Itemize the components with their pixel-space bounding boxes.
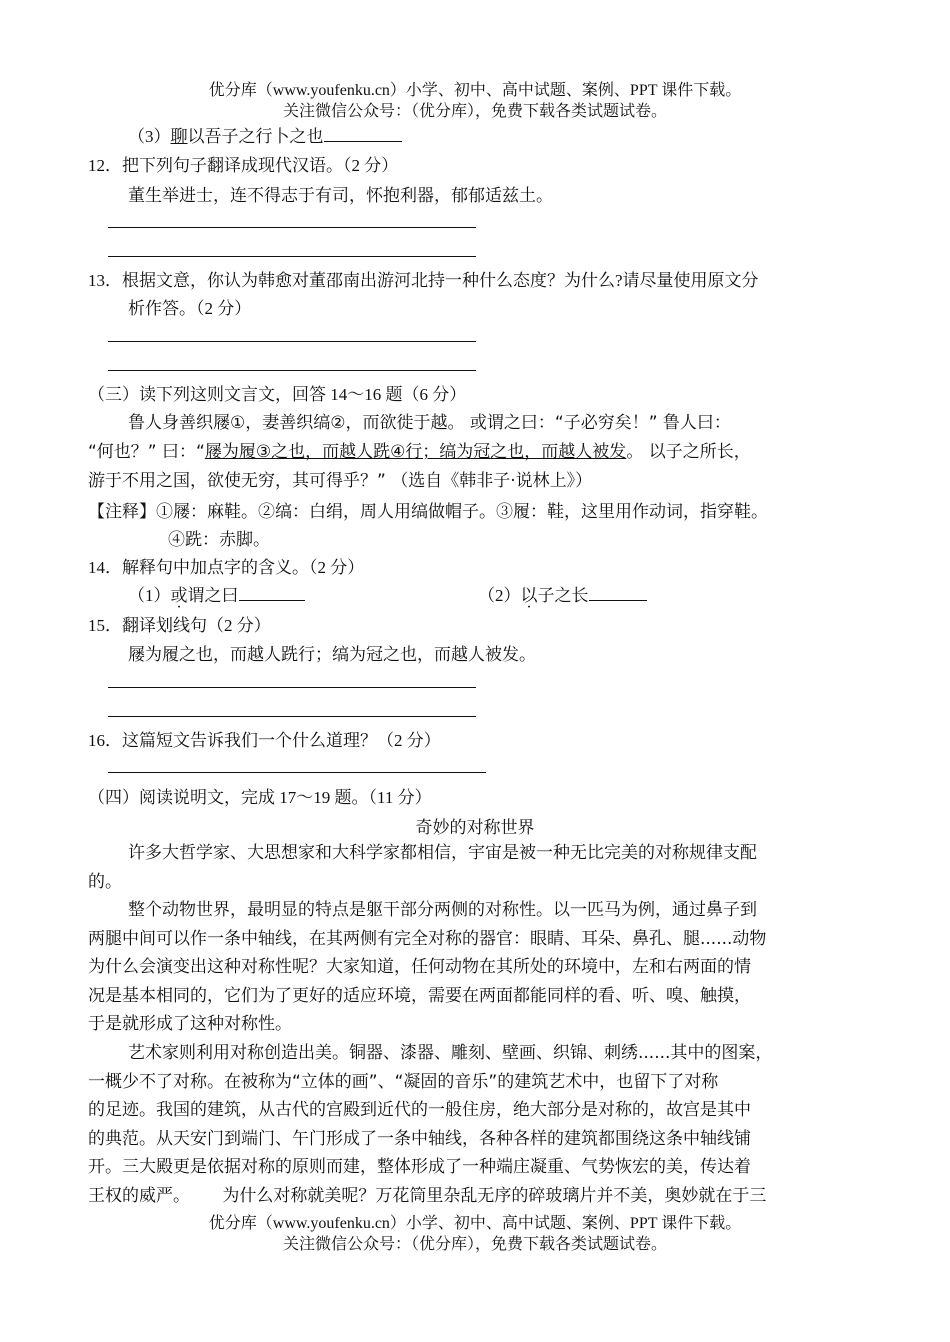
article-paragraph-2 [88,896,868,1039]
article-paragraph-1 [88,839,868,896]
passage-line-1: 鲁人身善织屦①，妻善织缟②，而欲徙于越。 或谓之曰：“子必穷矣！” 鲁人曰： [128,413,731,433]
part-number: （3） [128,127,171,146]
answer-line[interactable] [108,341,476,342]
paragraph-line: 王权的威严。 为什么对称就美呢？万花筒里杂乱无序的碎玻璃片并不美，奥妙就在于三 [88,1185,767,1206]
paragraph-line: 一概少不了对称。在被称为“立体的画”、“凝固的音乐”的建筑艺术中，也留下了对称 [88,1071,719,1092]
section-4-title: （四）阅读说明文，完成 17～19 题。（11 分） [88,788,432,807]
part-text: 谓之曰 [187,586,239,605]
annotation-line-2: ④跣：赤脚。 [168,530,270,549]
part-number: （1） [128,586,171,605]
passage-line-3: 游于不用之国，欲使无穷，其可得乎？” （选自《韩非子·说林上》） [88,471,593,491]
part-text: 以吾子之行卜之也 [187,127,324,146]
passage-line-2 [88,437,751,462]
section-3-title: （三）读下列这则文言文，回答 14～16 题（6 分） [88,385,467,404]
question-13-line-2: 析作答。（2 分） [128,299,252,318]
paragraph-line: 的。 [88,871,122,892]
question-14-part-2 [478,581,647,606]
paragraph-line: 艺术家则利用对称创造出美。铜器、漆器、雕刻、壁画、织锦、刺绣......其中的图案， [128,1043,773,1063]
question-16-stem: 16．这篇短文告诉我们一个什么道理？（2 分） [88,731,441,750]
passage-text: 。 以子之所长， [626,442,751,462]
question-11-part-3 [128,122,402,147]
answer-line[interactable] [108,687,476,688]
question-12-stem: 12．把下列句子翻译成现代汉语。（2 分） [88,156,399,175]
header-line-1: 优分库（www.youfenku.cn）小学、初中、高中试题、案例、PPT 课件下载。 [208,82,742,99]
answer-line[interactable] [108,227,476,228]
question-14-part-1 [128,581,305,606]
question-13-line-1: 13．根据文意，你认为韩愈对董邵南出游河北持一种什么态度？为什么?请尽量使用原文分 [88,271,759,290]
question-12-sentence: 董生举进士，连不得志于有司，怀抱利器，郁郁适兹土。 [128,186,553,205]
footer-line-1: 优分库（www.youfenku.cn）小学、初中、高中试题、案例、PPT 课件下载。 [208,1215,742,1232]
answer-line[interactable] [108,772,486,773]
answer-blank[interactable] [589,584,647,601]
paragraph-line: 两腿中间可以作一条中轴线，在其两侧有完全对称的器官：眼睛、耳朵、鼻孔、腿......动物 [88,928,767,949]
part-number: （2） [478,586,521,605]
footer-line-2: 关注微信公众号：（优分库），免费下载各类试题试卷。 [282,1236,667,1253]
paragraph-line: 开。三大殿更是依据对称的原则而建，整体形成了一种端庄凝重、气势恢宏的美，传达着 [88,1157,751,1178]
answer-line[interactable] [108,256,476,257]
passage-text: “何也？” 曰：“ [88,442,205,462]
article-title: 奇妙的对称世界 [415,818,535,838]
header-line-2: 关注微信公众号：（优分库），免费下载各类试题试卷。 [282,103,667,120]
part-text: 子之长 [537,586,589,605]
answer-line[interactable] [108,716,476,717]
dotted-char: 或 [170,586,188,605]
annotation-line-1: 【注释】①屦：麻鞋。②缟：白绢，周人用缟做帽子。③履：鞋，这里用作动词，指穿鞋。 [88,502,768,521]
answer-line[interactable] [108,370,476,371]
question-14-stem: 14．解释句中加点字的含义。（2 分） [88,558,365,577]
dotted-char: 以 [520,586,538,605]
paragraph-line: 整个动物世界，最明显的特点是躯干部分两侧的对称性。以一匹马为例，通过鼻子到 [128,900,757,920]
paragraph-line: 许多大哲学家、大思想家和大科学家都相信，宇宙是被一种无比完美的对称规律支配 [128,843,757,863]
paragraph-line: 的典范。从天安门到端门、午门形成了一条中轴线，各种各样的建筑都围绕这条中轴线铺 [88,1128,751,1149]
article-paragraph-3 [88,1039,868,1211]
paragraph-line: 的足迹。我国的建筑，从古代的宫殿到近代的一般住房，绝大部分是对称的，故宫是其中 [88,1100,751,1121]
paragraph-line: 为什么会演变出这种对称性呢？大家知道，任何动物在其所处的环境中，左和右两面的情 [88,957,751,978]
question-15-sentence: 屦为履之也，而越人跣行；缟为冠之也，而越人被发。 [128,645,536,664]
paragraph-line: 于是就形成了这种对称性。 [88,1014,292,1035]
answer-blank[interactable] [239,584,305,601]
underlined-sentence: 屦为履③之也，而越人跣④行；缟为冠之也，而越人被发 [204,442,627,462]
answer-blank[interactable] [324,125,402,142]
question-15-stem: 15．翻译划线句（2 分） [88,616,271,635]
underlined-char: 聊 [170,127,188,146]
paragraph-line: 况是基本相同的，它们为了更好的适应环境，需要在两面都能同样的看、听、嗅、触摸， [88,985,751,1006]
